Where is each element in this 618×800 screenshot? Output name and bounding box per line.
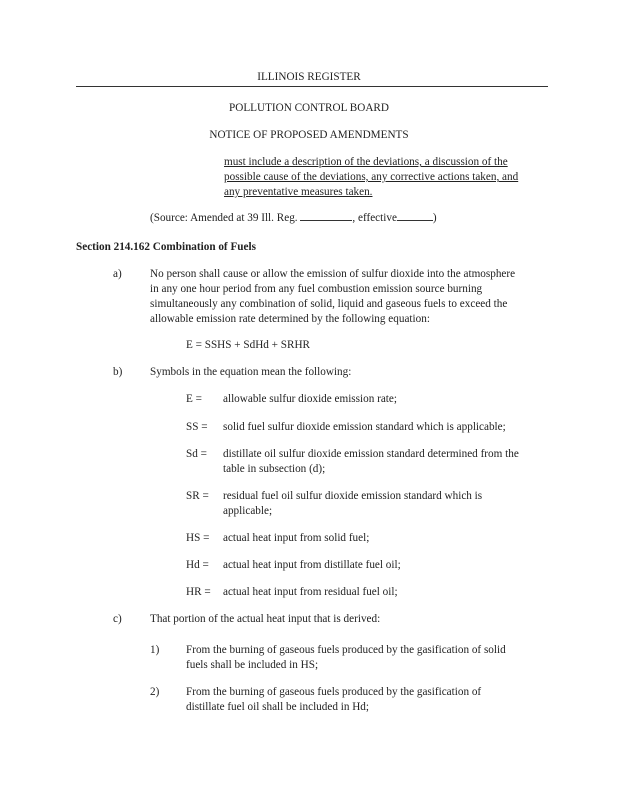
para-a-line-2: in any one hour period from any fuel combustion emission source burning bbox=[150, 283, 483, 295]
para-c-label: c) bbox=[113, 613, 122, 625]
reg-blank bbox=[300, 211, 352, 221]
para-a-line-3: simultaneously any combination of solid, liquid and gaseous fuels to exceed the bbox=[150, 298, 508, 310]
source-line bbox=[150, 211, 437, 226]
para-a-line-1: No person shall cause or allow the emission of sulfur dioxide into the atmosphere bbox=[150, 268, 516, 280]
symbol-hd-def: actual heat input from distillate fuel oil; bbox=[223, 559, 401, 571]
item-1-num: 1) bbox=[150, 644, 160, 656]
equation: E = SSHS + SdHd + SRHR bbox=[186, 339, 311, 351]
para-a-line-4: allowable emission rate determined by the following equation: bbox=[150, 313, 430, 325]
symbol-sd-def-1: distillate oil sulfur dioxide emission standard determined from the bbox=[223, 448, 519, 460]
source-suffix: ) bbox=[432, 212, 437, 224]
symbol-ss: SS = bbox=[186, 421, 208, 433]
symbol-hs: HS = bbox=[186, 532, 210, 544]
section-title: Section 214.162 Combination of Fuels bbox=[76, 241, 256, 253]
symbol-hr-def: actual heat input from residual fuel oil; bbox=[223, 586, 398, 598]
symbol-e: E = bbox=[186, 393, 202, 405]
effective-blank bbox=[397, 211, 433, 221]
para-b-label: b) bbox=[113, 366, 123, 378]
carryover-line-2: possible cause of the deviations, any corrective actions taken, and bbox=[224, 171, 519, 183]
symbol-hd: Hd = bbox=[186, 559, 209, 571]
board-heading: POLLUTION CONTROL BOARD bbox=[229, 102, 389, 114]
source-prefix: (Source: Amended at 39 Ill. Reg. bbox=[150, 212, 298, 224]
item-2-num: 2) bbox=[150, 686, 160, 698]
symbol-sd: Sd = bbox=[186, 448, 207, 460]
symbol-e-def: allowable sulfur dioxide emission rate; bbox=[223, 393, 397, 405]
symbol-sr-def-2: applicable; bbox=[223, 505, 273, 517]
item-2-line-2: distillate fuel oil shall be included in Hd; bbox=[186, 701, 370, 713]
para-a-label: a) bbox=[113, 268, 122, 280]
header-rule bbox=[76, 86, 548, 87]
symbol-hr: HR = bbox=[186, 586, 211, 598]
carryover-line-1: must include a description of the deviations, a discussion of the bbox=[224, 156, 508, 168]
symbol-sr-def-1: residual fuel oil sulfur dioxide emission standard which is bbox=[223, 490, 483, 502]
item-2-line-1: From the burning of gaseous fuels produced by the gasification of bbox=[186, 686, 482, 698]
source-middle: , effective bbox=[352, 212, 397, 224]
symbol-ss-def: solid fuel sulfur dioxide emission standard which is applicable; bbox=[223, 421, 506, 433]
item-1-line-1: From the burning of gaseous fuels produced by the gasification of solid bbox=[186, 644, 506, 656]
para-c-intro: That portion of the actual heat input that is derived: bbox=[150, 613, 381, 625]
symbol-sr: SR = bbox=[186, 490, 209, 502]
carryover-line-3: any preventative measures taken. bbox=[224, 186, 373, 198]
symbol-hs-def: actual heat input from solid fuel; bbox=[223, 532, 370, 544]
para-b-intro: Symbols in the equation mean the following: bbox=[150, 366, 352, 378]
notice-heading: NOTICE OF PROPOSED AMENDMENTS bbox=[209, 129, 409, 141]
item-1-line-2: fuels shall be included in HS; bbox=[186, 659, 319, 671]
register-header: ILLINOIS REGISTER bbox=[257, 71, 361, 83]
symbol-sd-def-2: table in subsection (d); bbox=[223, 463, 326, 475]
